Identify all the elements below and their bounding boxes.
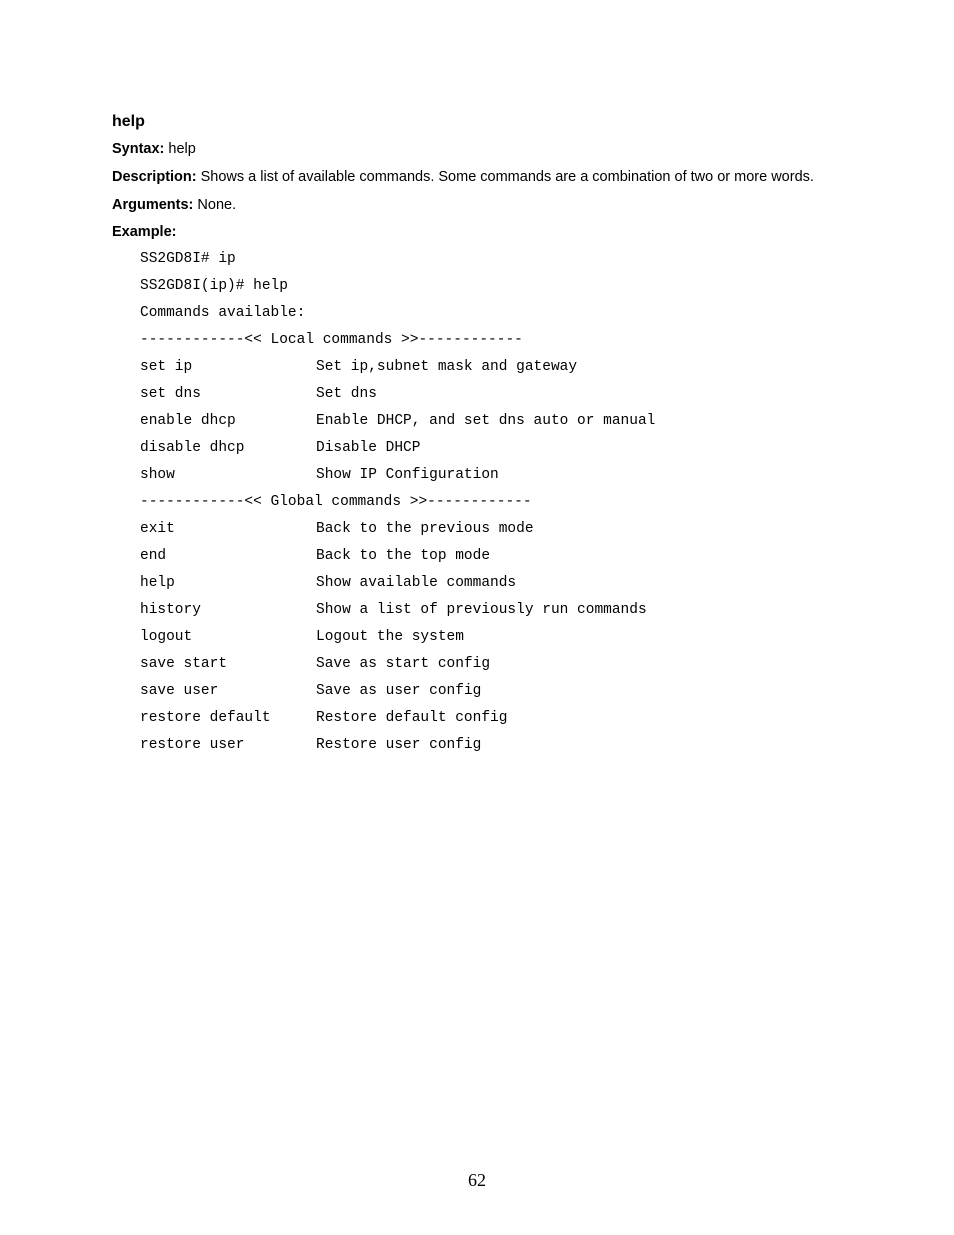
command-name: logout bbox=[140, 629, 193, 645]
code-commands-available: Commands available: bbox=[140, 305, 306, 321]
command-row bbox=[140, 737, 842, 764]
code-prompt-help: SS2GD8I(ip)# help bbox=[140, 278, 288, 294]
command-name: restore default bbox=[140, 710, 271, 726]
syntax-label: Syntax: bbox=[112, 141, 165, 157]
command-name: save start bbox=[140, 656, 228, 672]
command-name: disable dhcp bbox=[140, 440, 245, 456]
command-name: save user bbox=[140, 683, 219, 699]
command-name: set dns bbox=[140, 386, 201, 402]
example-label-text: Example: bbox=[112, 224, 177, 240]
command-name: history bbox=[140, 602, 201, 618]
description-paragraph bbox=[112, 169, 842, 185]
command-name: enable dhcp bbox=[140, 413, 236, 429]
command-row bbox=[140, 575, 842, 602]
command-name: show bbox=[140, 467, 175, 483]
command-description: Save as start config bbox=[316, 656, 491, 672]
command-row bbox=[140, 629, 842, 656]
description-label: Description: bbox=[112, 169, 197, 185]
arguments-line bbox=[112, 197, 842, 213]
arguments-value: None. bbox=[197, 197, 237, 213]
command-description: Show IP Configuration bbox=[316, 467, 499, 483]
syntax-value: help bbox=[168, 141, 196, 157]
example-code-block bbox=[140, 251, 842, 764]
command-name: restore user bbox=[140, 737, 245, 753]
command-description: Set ip,subnet mask and gateway bbox=[316, 359, 578, 375]
command-row bbox=[140, 359, 842, 386]
command-description: Disable DHCP bbox=[316, 440, 421, 456]
code-prompt-ip: SS2GD8I# ip bbox=[140, 251, 236, 267]
command-description: Restore user config bbox=[316, 737, 482, 753]
code-global-header: ------------<< Global commands >>------------ bbox=[140, 494, 532, 510]
command-row bbox=[140, 656, 842, 683]
section-heading: help bbox=[112, 113, 145, 130]
local-commands-list bbox=[140, 359, 842, 494]
document-body bbox=[112, 112, 842, 764]
command-description: Back to the top mode bbox=[316, 548, 491, 564]
page-number: 62 bbox=[468, 1170, 486, 1190]
command-description: Set dns bbox=[316, 386, 377, 402]
command-row bbox=[140, 710, 842, 737]
code-local-header: ------------<< Local commands >>------------ bbox=[140, 332, 523, 348]
command-row bbox=[140, 683, 842, 710]
command-description: Restore default config bbox=[316, 710, 508, 726]
command-description: Logout the system bbox=[316, 629, 464, 645]
command-description: Back to the previous mode bbox=[316, 521, 534, 537]
command-row bbox=[140, 386, 842, 413]
command-row bbox=[140, 467, 842, 494]
command-row bbox=[140, 548, 842, 575]
arguments-label: Arguments: bbox=[112, 197, 194, 213]
command-name: set ip bbox=[140, 359, 193, 375]
command-row bbox=[140, 602, 842, 629]
command-row bbox=[140, 413, 842, 440]
description-text: Shows a list of available commands. Some commands are a combination of two or more words. bbox=[200, 169, 814, 185]
command-row bbox=[140, 440, 842, 467]
command-name: help bbox=[140, 575, 175, 591]
example-label bbox=[112, 224, 842, 240]
command-description: Enable DHCP, and set dns auto or manual bbox=[316, 413, 656, 429]
command-description: Save as user config bbox=[316, 683, 482, 699]
command-row bbox=[140, 521, 842, 548]
syntax-line bbox=[112, 141, 842, 157]
command-description: Show a list of previously run commands bbox=[316, 602, 647, 618]
command-description: Show available commands bbox=[316, 575, 517, 591]
command-name: exit bbox=[140, 521, 175, 537]
global-commands-list bbox=[140, 521, 842, 764]
command-name: end bbox=[140, 548, 167, 564]
